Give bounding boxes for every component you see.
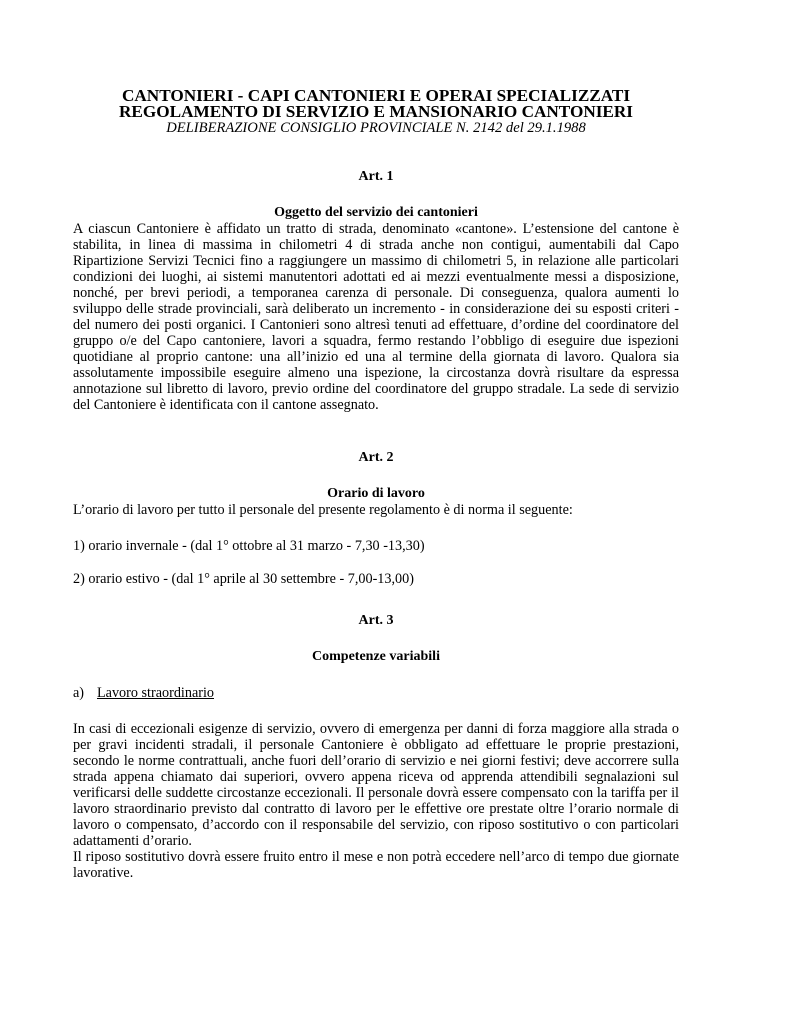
art-2-title: Orario di lavoro: [327, 486, 425, 501]
art-2-intro: L’orario di lavoro per tutto il personale del presente regolamento è di norma il seguente:: [73, 502, 573, 518]
art-1-title: Oggetto del servizio dei cantonieri: [274, 205, 478, 220]
art-2-item-2: 2) orario estivo - (dal 1° aprile al 30 settembre - 7,00-13,00): [73, 571, 414, 587]
art-3-title: Competenze variabili: [312, 649, 440, 664]
subsection-number: a): [73, 685, 85, 701]
subsection-label: Lavoro straordinario: [97, 685, 215, 701]
art-1-heading: Art. 1: [358, 169, 394, 184]
document-page: [73, 88, 679, 881]
art-2-heading: Art. 2: [358, 450, 394, 465]
art-3-heading: Art. 3: [358, 613, 394, 628]
art-3-text-2: Il riposo sostitutivo dovrà essere fruito entro il mese e non potrà eccedere nell’arco di tempo due giornate lavorative.: [73, 849, 679, 881]
art-1-text: A ciascun Cantoniere è affidato un tratto di strada, denominato «cantone». L’estensione del cantone è stabilita, in linea di massima in chilometri 4 di strada anche non contigui, aumentabili dal Capo Ripartizione Servizi Tecnici fino a raggiungere un massimo di chilometri 5, in relazione alle particolari condizioni dei luoghi, ai sistemi manutentori adottati ed ai mezzi eventualmente messi a disposizione, nonché, per brevi periodi, a temporanea carenza di personale. Di conseguenza, qualora aumenti lo sviluppo delle strade provinciali, sarà deliberato un incremento - in considerazione dei su esposti criteri - del numero dei posti organici. I Cantonieri sono altresì tenuti ad effettuare, d’ordine del coordinatore del gruppo o/e del Capo cantoniere, lavori a squadra, fermo restando l’obbligo di eseguire due ispezioni quotidiane al proprio cantone: una all’inizio ed una al termine della giornata di lavoro. Qualora sia assolutamente impossibile eseguire almeno una ispezione, la circostanza dovrà risultare da espressa annotazione sul libretto di lavoro, previo ordine del coordinatore del gruppo stradale. La sede di servizio del Cantoniere è identificata con il cantone assegnato.: [73, 221, 679, 413]
document-title-line-1: CANTONIERI - CAPI CANTONIERI E OPERAI SPECIALIZZATI: [121, 86, 631, 105]
document-title-line-2: REGOLAMENTO DI SERVIZIO E MANSIONARIO CANTONIERI: [119, 102, 633, 121]
document-subtitle: DELIBERAZIONE CONSIGLIO PROVINCIALE N. 2142 del 29.1.1988: [166, 120, 586, 136]
art-3-subsection: [73, 685, 679, 701]
art-3-text-1: In casi di eccezionali esigenze di servizio, ovvero di emergenza per danni di forza maggiore alla strada o per gravi incidenti stradali, il personale Cantoniere è obbligato ad effettuare le proprie prestazioni, secondo le norme contrattuali, anche fuori dell’orario di servizio e nei giorni festivi; deve accorrere sulla strada appena chiamato dai superiori, ovvero appena riceva od apprenda attendibili segnalazioni sul verificarsi delle suddette circostanze eccezionali. Il personale dovrà essere compensato con la tariffa per il lavoro straordinario previsto dal contratto di lavoro per le effettive ore prestate oltre l’orario normale di lavoro o compensato, d’accordo con il responsabile del servizio, con riposo sostitutivo o con particolari adattamenti d’orario.: [73, 721, 679, 849]
art-2-item-1: 1) orario invernale - (dal 1° ottobre al 31 marzo - 7,30 -13,30): [73, 538, 425, 554]
